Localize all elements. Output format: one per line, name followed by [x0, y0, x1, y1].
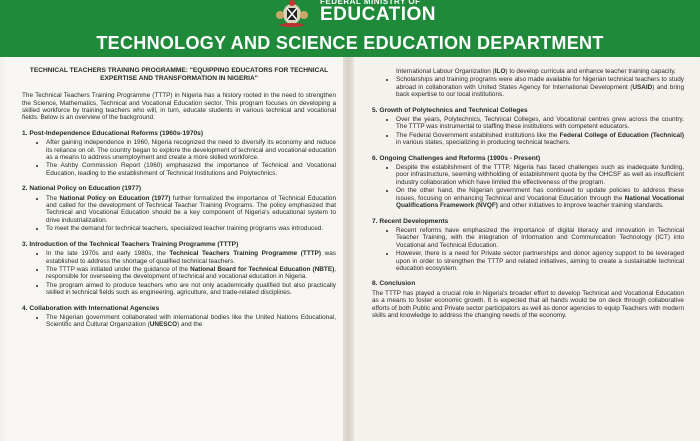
section-heading: 5. Growth of Polytechnics and Technical Colleges — [372, 106, 528, 114]
list-item — [46, 195, 336, 225]
text-run: ) and bring back expertise to our local institutions. — [396, 83, 684, 99]
document-title: TECHNICAL TEACHERS TRAINING PROGRAMME: "EQUIPPING EDUCATORS FOR TECHNICAL EXPERTISE AND TRANSFORMATION IN NIGERIA" — [29, 67, 329, 82]
department-title: TECHNOLOGY AND SCIENCE EDUCATION DEPARTMENT — [96, 32, 604, 53]
list-item: • Recent reforms have emphasized the importance of digital literacy and innovation in Technical Teacher Training, with the integration of Information and Communication Technology (ICT) into Vocational and Technical Education. — [396, 227, 684, 249]
text-run: , responsible for overseeing the development of technical and vocational education in Nigeria. — [46, 265, 336, 281]
bold-term: ILO — [494, 68, 506, 75]
text-run: The TTTP was initiated under the guidance of the — [46, 265, 191, 273]
list-item: • Over the years, Polytechnics, Technical Colleges, and Vocational centres grew across the country. The TTTP was instrumental to staffing these institutions with competent educators. — [396, 116, 684, 131]
bold-term: UNESCO — [149, 321, 178, 329]
intro-paragraph: The Technical Teachers Training Programme (TTTP) in Nigeria has a history rooted in the need to strengthen the Science, Mathematics, Technical and Vocational Education sector. This program focuses on developing a skilled workforce by training teachers who will, in turn, educate students in various technical and vocational fields. Below is an overview of the background: — [22, 92, 336, 122]
text-run: The Nigerian government collaborated with international bodies like the United Nations Educational, Scientific and Cultural Organization ( — [46, 313, 336, 329]
text-run: The — [46, 194, 60, 202]
section-list — [22, 314, 336, 329]
text-run: in various states, specializing in producing technical teachers. — [396, 139, 571, 147]
list-item — [396, 187, 684, 209]
text-run: International Labour Organization ( — [396, 68, 495, 75]
section-heading: 4. Collaboration with International Agencies — [22, 304, 160, 312]
bold-term: National Vocational Qualifications Framework (NVQF) — [396, 194, 684, 210]
ministry-label: FEDERAL MINISTRY OF — [320, 0, 421, 6]
section-list — [372, 76, 684, 98]
list-item — [46, 266, 336, 281]
bold-term: National Board for Technical Education (NBTE) — [190, 265, 335, 273]
text-run: and other initiatives to improve teacher training standards. — [497, 202, 664, 210]
section-heading: 7. Recent Developments — [372, 217, 449, 225]
section-heading: 2. National Policy on Education (1977) — [22, 185, 142, 193]
list-item — [46, 250, 336, 265]
text-run: further formalized the importance of Technical Education and called for the development of Technical Teacher Training Programs. The policy emphasized that Technical and Vocational Education should be a key component of Nigeria's educational system to drive industrialization. — [46, 194, 336, 224]
section-list — [372, 68, 684, 75]
list-item-continued — [396, 68, 684, 75]
education-label: EDUCATION — [320, 4, 437, 25]
text-run: Scholarships and training programs were also made available for Nigerian technical teachers to study abroad in collaboration with United States Agency for International Development ( — [396, 76, 684, 91]
section-list — [372, 227, 684, 272]
list-item: • The Ashby Commission Report (1960) emphasized the importance of Technical and Vocational Education, leading to the establishment of Technical Institutions and Polytechnics. — [46, 162, 336, 177]
text-run: ) to develop curricula and enhance teacher training capacity. — [505, 68, 676, 75]
text-run: ) and the — [177, 321, 203, 329]
list-item — [396, 76, 684, 98]
section-list — [22, 195, 336, 233]
section-heading: 6. Ongoing Challenges and Reforms (1990s - Present) — [372, 154, 541, 162]
list-item: • After gaining independence in 1960, Nigeria recognized the need to diversify its economy and reduce its reliance on oil. The country began to explore the development of technical and vocational education as a means to address unemployment and create a more skilled workforce. — [46, 139, 336, 161]
section-heading: 3. Introduction of the Technical Teachers Training Programme (TTTP) — [22, 240, 239, 248]
list-item: • Despite the establishment of the TTTP, Nigeria has faced challenges such as inadequate funding, poor infrastructure, seeming withholding of establishment quota by the OHCSF as well as insufficient industry collaboration which have limited the effectiveness of the program. — [396, 164, 684, 186]
section-heading: 1. Post-Independence Educational Reforms (1960s-1970s) — [22, 129, 204, 137]
text-run: In the late 1970s and early 1980s, the — [46, 250, 170, 258]
text-run: On the other hand, the Nigerian government has continued to update policies to address these issues, focusing on enhancing Technical and Vocational Education through the — [396, 187, 684, 202]
section-list — [372, 116, 684, 147]
section-list — [22, 139, 336, 177]
left-column — [22, 67, 336, 330]
section-list — [372, 164, 684, 209]
bold-term: USAID — [632, 83, 653, 91]
header-bar — [0, 0, 700, 29]
bold-term: Technical Teachers Training Programme (TTTP) — [169, 250, 322, 258]
bold-term: National Policy on Education (1977) — [59, 194, 171, 202]
bold-term: Federal College of Education (Technical) — [559, 131, 684, 139]
department-banner — [0, 29, 700, 57]
list-item: • However, there is a need for Private sector partnerships and donor agency support to be leveraged upon in order to strengthen the TTTP and related initiatives, aiming to create a sustainable technical education ecosystem. — [396, 250, 684, 272]
list-item: • To meet the demand for technical teachers, specialized teacher training programs was introduced. — [46, 225, 336, 232]
right-column — [372, 68, 684, 324]
paper-fold — [343, 57, 354, 441]
section-heading: 8. Conclusion — [372, 280, 416, 288]
list-item: • The program aimed to produce teachers who are not only academically qualified but also practically skilled in technical fields such as engineering, agriculture, and trade-related disciplines. — [46, 282, 336, 297]
section-list — [22, 250, 336, 296]
text-run: The Federal Government established institutions like the — [396, 131, 560, 139]
text-run: was established to address the shortage of qualified technical teachers. — [46, 250, 337, 265]
coat-of-arms-icon — [270, 0, 314, 28]
list-item — [46, 314, 336, 329]
list-item — [396, 132, 684, 147]
conclusion-paragraph: The TTTP has played a crucial role in Nigeria's broader effort to develop Technical and Vocational Education as a means to foster economic growth. It is expected that all hands would be on deck through collaborative efforts of both Public and Private sector participators as well as donor agencies to equip Teachers with modern skills and knowledge to address the changing needs of the economy. — [372, 289, 685, 319]
